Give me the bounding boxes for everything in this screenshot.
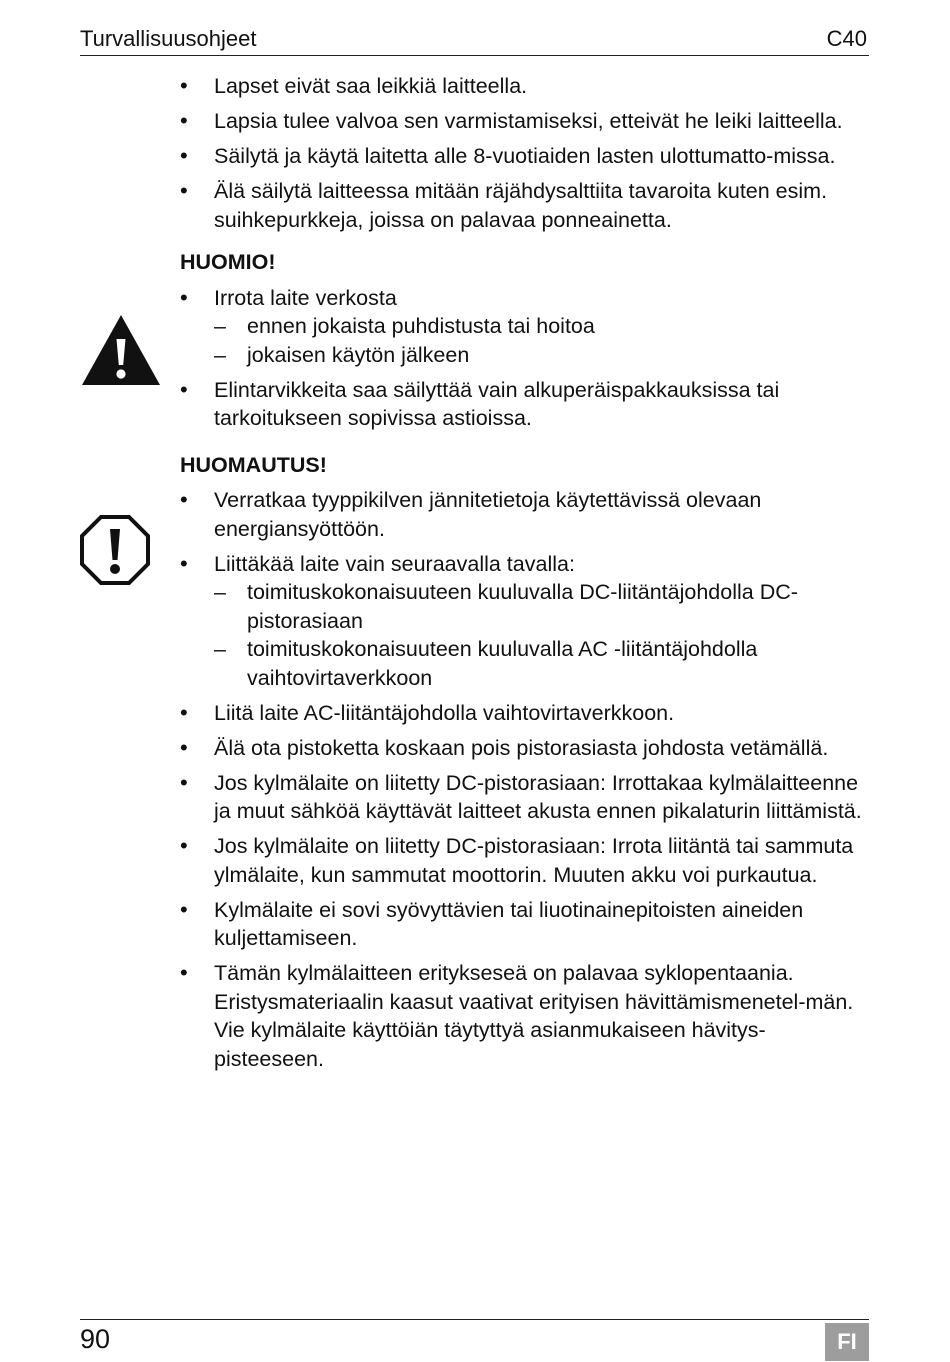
list-item: • Lapsia tulee valvoa sen varmistamiseksi, etteivät he leiki laitteella. [180, 107, 870, 136]
list-item: • Verratkaa tyyppikilven jännitetietoja käytettävissä olevaan energiansyöttöön. [180, 486, 870, 543]
warning-section [180, 248, 870, 433]
notice-octagon-icon [79, 514, 151, 586]
list-item [180, 284, 870, 370]
page-number: 90 [80, 1324, 111, 1354]
model-name: C40 [826, 26, 867, 51]
section-title: Turvallisuusohjeet [80, 26, 257, 51]
sub-list-item: – toimituskokonaisuuteen kuuluvalla AC -liitäntäjohdolla vaihtovirtaverkkoon [214, 635, 870, 692]
list-item: • Älä ota pistoketta koskaan pois pistorasiasta johdosta vetämällä. [180, 734, 870, 763]
language-badge: FI [825, 1323, 869, 1361]
warning-triangle-icon [80, 313, 162, 387]
list-item: • Lapset eivät saa leikkiä laitteella. [180, 72, 870, 101]
sub-list-item: – toimituskokonaisuuteen kuuluvalla DC-liitäntäjohdolla DC-pistorasiaan [214, 578, 870, 635]
list-item: • Elintarvikkeita saa säilyttää vain alkuperäispakkauksissa tai tarkoitukseen sopivissa astioissa. [180, 376, 870, 433]
page-footer [80, 1319, 869, 1362]
list-item-text: Liittäkää laite vain seuraavalla tavalla: [214, 551, 575, 576]
list-item: • Kylmälaite ei sovi syövyttävien tai liuotinainepitoisten aineiden kuljettamiseen. [180, 896, 870, 953]
list-item: • Älä säilytä laitteessa mitään räjähdysalttiita tavaroita kuten esim. suihkepurkkeja, joissa on palavaa ponneainetta. [180, 177, 870, 234]
list-item: • Säilytä ja käytä laitetta alle 8-vuotiaiden lasten ulottumatto-missa. [180, 142, 870, 171]
sub-list-item: – jokaisen käytön jälkeen [214, 341, 870, 370]
list-item: • Liitä laite AC-liitäntäjohdolla vaihtovirtaverkkoon. [180, 699, 870, 728]
list-item [180, 550, 870, 693]
list-item: • Tämän kylmälaitteen eritykseseä on palavaa syklopentaania. Eristysmateriaalin kaasut vaativat erityisen hävittämismenetel-män. Vie kylmälaite käyttöiän täytyttyä asianmukaiseen hävitys-pisteeseen. [180, 959, 870, 1073]
notice-title: HUOMAUTUS! [180, 452, 327, 477]
intro-section [180, 72, 870, 234]
notice-section [180, 451, 870, 1074]
sub-list-item: – ennen jokaista puhdistusta tai hoitoa [214, 312, 870, 341]
list-item-text: Irrota laite verkosta [214, 285, 397, 310]
list-item: • Jos kylmälaite on liitetty DC-pistorasiaan: Irrota liitäntä tai sammuta ylmälaite, kun sammutat moottorin. Muuten akku voi purkautua. [180, 832, 870, 889]
page-header [80, 24, 869, 56]
list-item: • Jos kylmälaite on liitetty DC-pistorasiaan: Irrottakaa kylmälaitteenne ja muut sähköä käyttävät laitteet akusta ennen pikalaturin liittämistä. [180, 769, 870, 826]
warning-title: HUOMIO! [180, 250, 276, 274]
content-area [180, 72, 870, 1091]
